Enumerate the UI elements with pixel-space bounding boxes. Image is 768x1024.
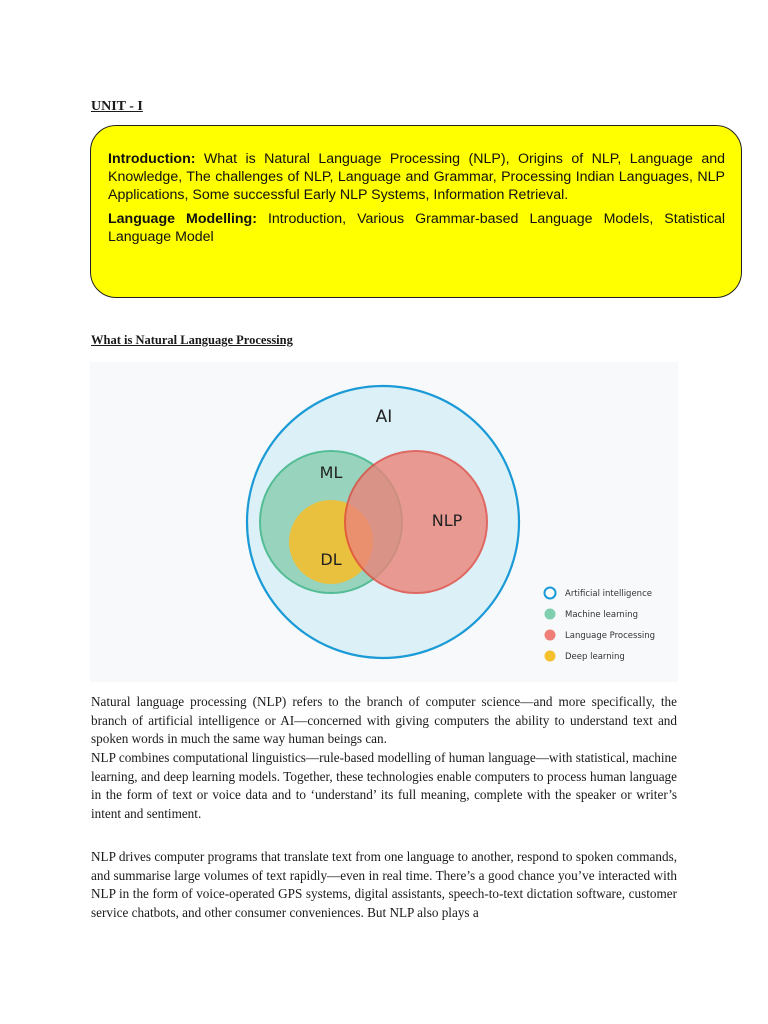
unit-heading: UNIT - I [91,99,143,114]
legend-ai-label: Artificial intelligence [565,589,652,599]
dl-label: DL [320,550,342,569]
paragraph-nlp-definition: Natural language processing (NLP) refers to the branch of computer science—and more specifically, the branch of artificial intelligence or AI—concerned with giving computers the ability to understand text and spoken words in much the same way human beings can. [91,694,677,747]
language-modelling-label: Language Modelling: [108,211,257,227]
syllabus-language-modelling [108,210,725,246]
legend-nlp-swatch [545,630,556,641]
ai-ml-nlp-venn-diagram [90,362,678,682]
language-modelling-topics: Introduction, Various Grammar-based Language Models, Statistical Language Model [108,211,725,245]
legend-dl-label: Deep learning [565,652,625,662]
ml-label: ML [319,463,343,482]
syllabus-introduction [108,150,725,204]
legend-ai-swatch [545,588,556,599]
legend-ml-swatch [545,609,556,620]
legend-nlp-label: Language Processing [565,631,656,641]
nlp-circle [345,451,487,593]
legend-dl-swatch [545,651,556,662]
introduction-topics: What is Natural Language Processing (NLP), Origins of NLP, Language and Knowledge, The challenges of NLP, Language and Grammar, Processing Indian Languages, NLP Applications, Some successful Early NLP Systems, Information Retrieval. [108,151,725,203]
syllabus-box [90,125,742,298]
introduction-label: Introduction: [108,151,196,167]
nlp-label: NLP [431,511,463,530]
ai-label: AI [375,407,393,427]
paragraph-nlp-applications: NLP drives computer programs that translate text from one language to another, respond to spoken commands, and summarise large volumes of text rapidly—even in real time. There’s a good chance you’ve interacted with NLP in the form of voice-operated GPS systems, digital assistants, speech-to-text dictation software, customer service chatbots, and other consumer conveniences. But NLP also plays a [91,849,677,920]
legend-ml-label: Machine learning [565,610,638,620]
section-heading: What is Natural Language Processing [91,333,293,347]
paragraph-nlp-combines: NLP combines computational linguistics—rule-based modelling of human language—with statistical, machine learning, and deep learning models. Together, these technologies enable computers to process human language in the form of text or voice data and to ‘understand’ its full meaning, complete with the speaker or writer’s intent and sentiment. [91,750,677,821]
